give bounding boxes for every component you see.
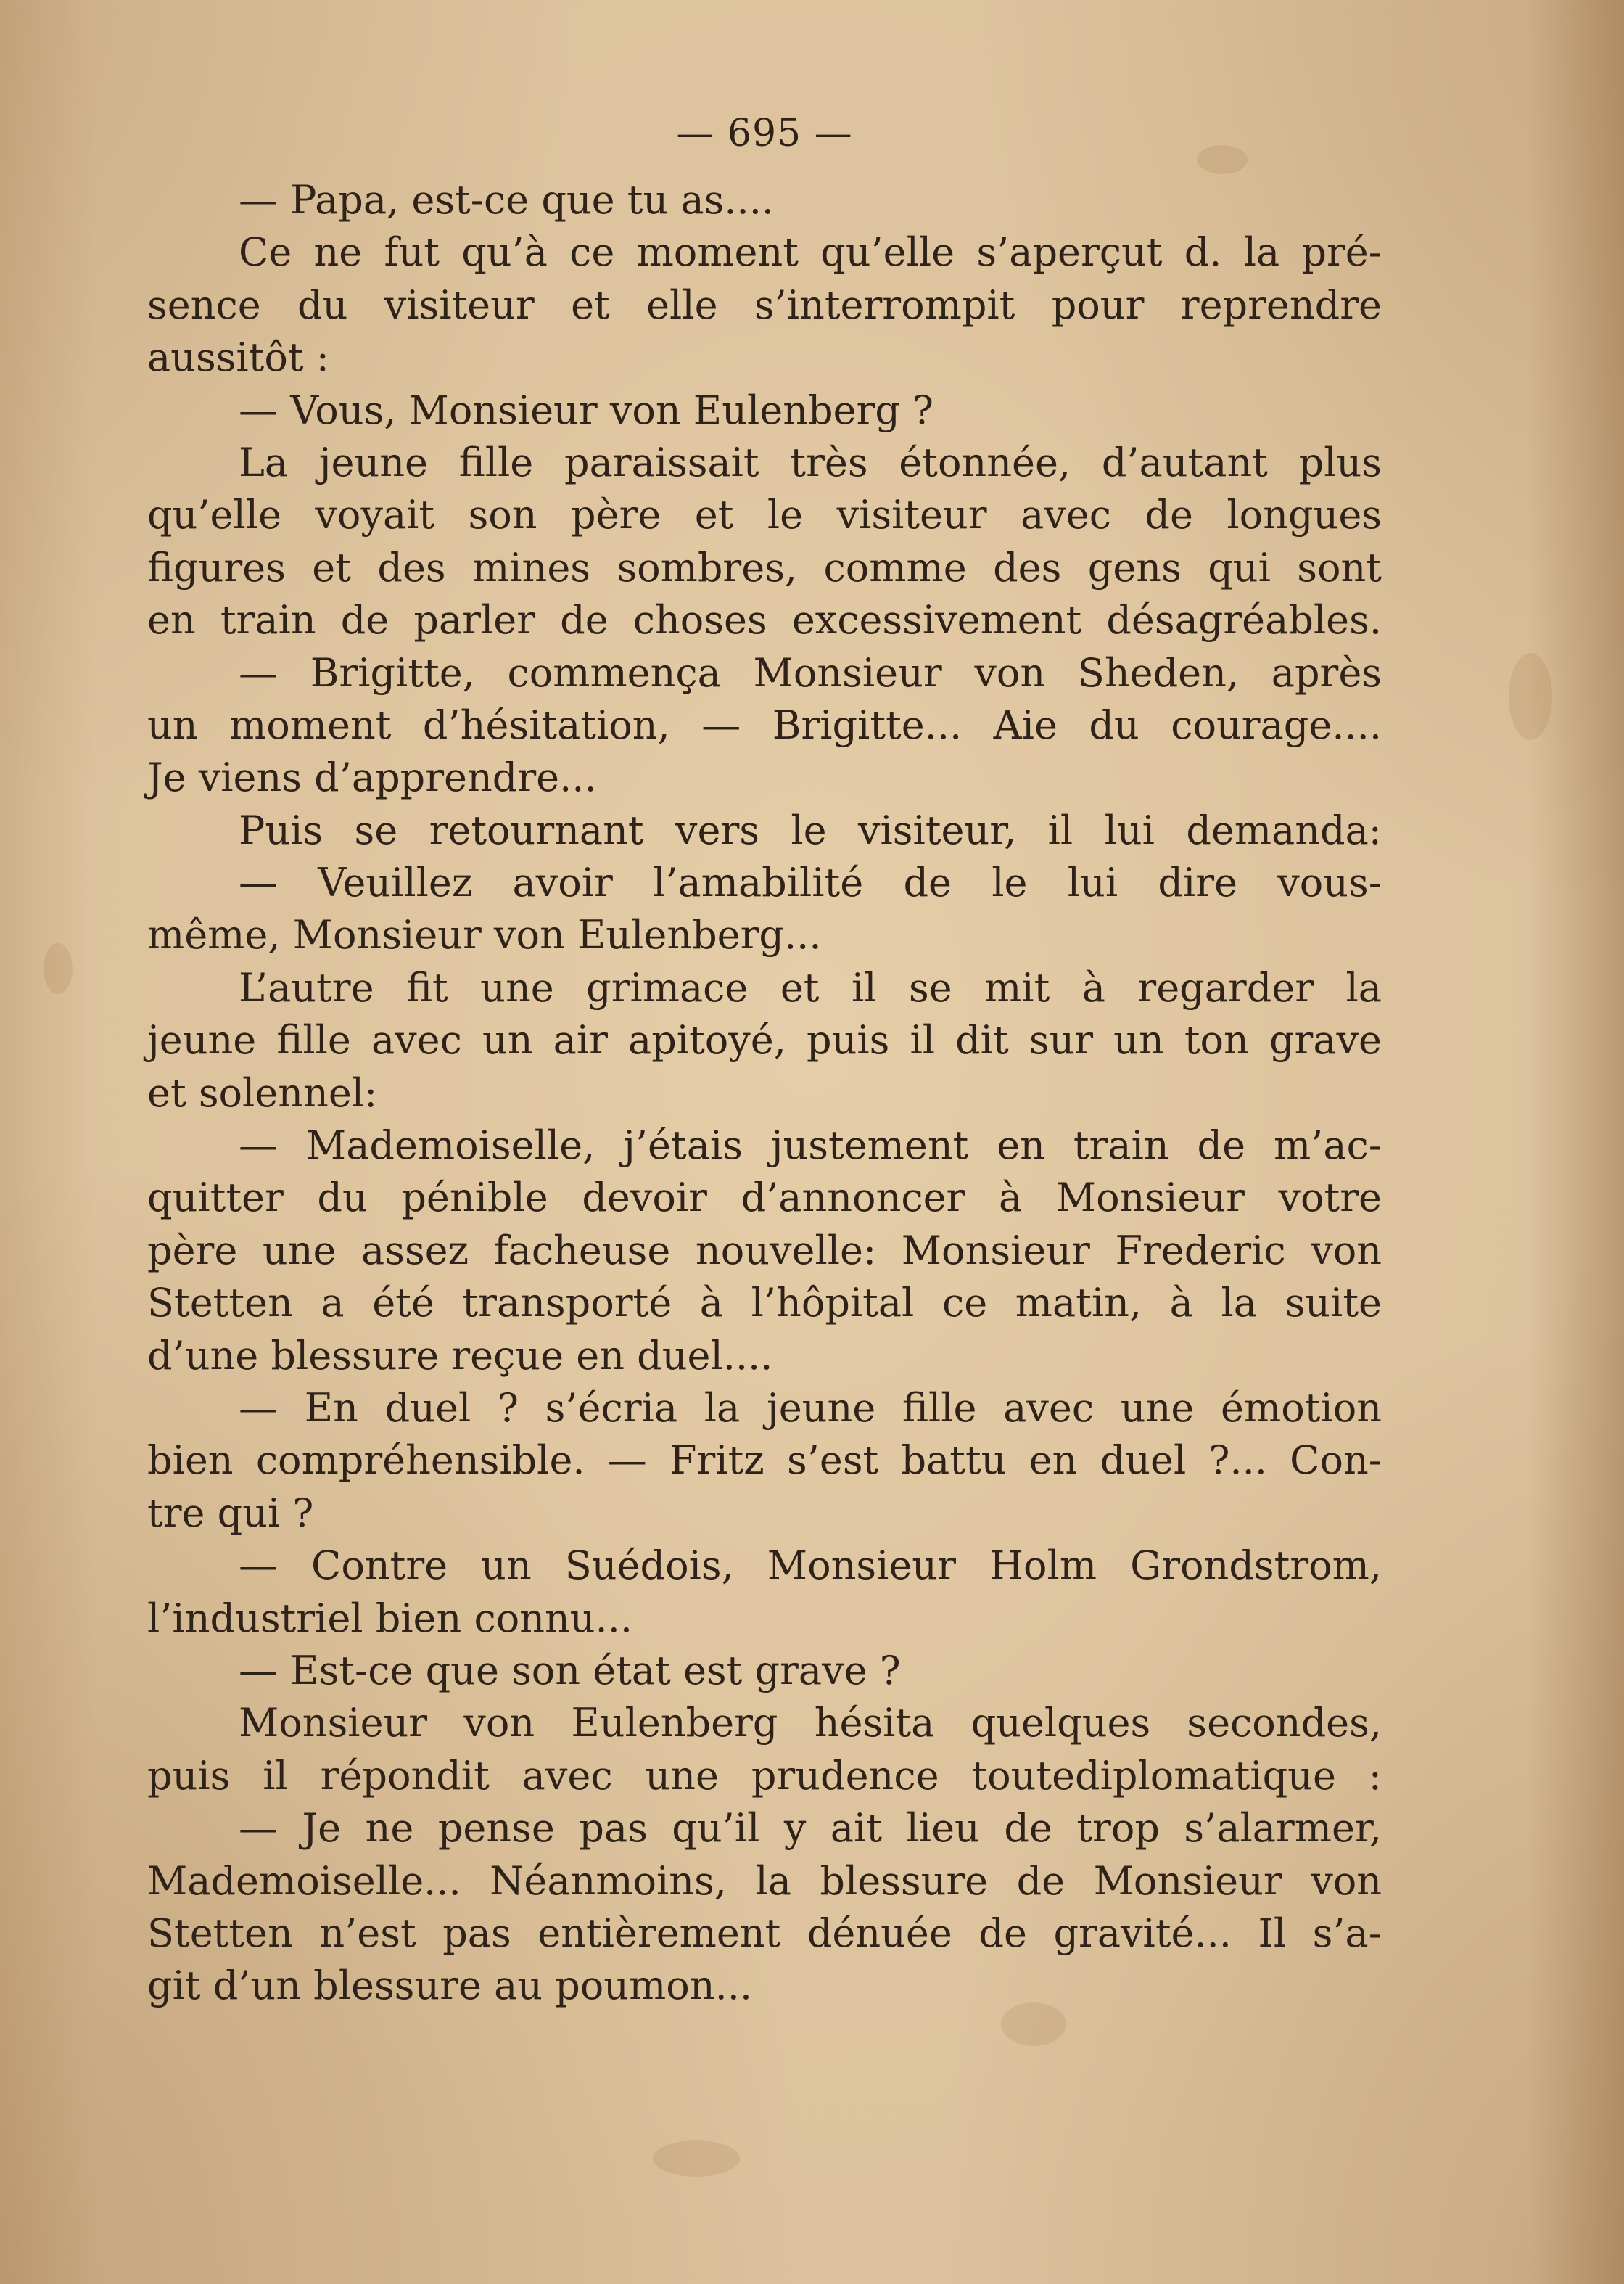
text-line: Monsieur von Eulenberg hésita quelques secondes,: [239, 1700, 1382, 1746]
text-line: — En duel ? s’écria la jeune fille avec une émotion: [239, 1384, 1382, 1431]
text-line: jeune fille avec un air apitoyé, puis il dit sur un ton grave: [147, 1017, 1382, 1064]
text-line: aussitôt :: [147, 334, 329, 381]
text-line: Ce ne fut qu’à ce moment qu’elle s’aperçut d. la pré-: [239, 229, 1382, 276]
text-line: Puis se retournant vers le visiteur, il lui demanda:: [239, 807, 1382, 853]
text-line: — Papa, est-ce que tu as....: [239, 177, 775, 223]
text-line: en train de parler de choses excessivement désagréables.: [147, 597, 1382, 644]
text-line: bien compréhensible. — Fritz s’est battu en duel ?... Con-: [147, 1437, 1382, 1484]
page-number: — 695 —: [676, 112, 853, 155]
text-line: tre qui ?: [147, 1490, 314, 1536]
text-line: — Je ne pense pas qu’il y ait lieu de trop s’alarmer,: [239, 1805, 1382, 1852]
text-line: Je viens d’apprendre...: [147, 755, 597, 801]
text-line: — Mademoiselle, j’étais justement en train de m’ac-: [239, 1122, 1382, 1169]
text-line: — Veuillez avoir l’amabilité de le lui dire vous-: [239, 860, 1382, 906]
text-line: figures et des mines sombres, comme des gens qui sont: [147, 544, 1382, 591]
text-line: — Brigitte, commença Monsieur von Sheden, après: [239, 649, 1382, 696]
paper-stain: [1509, 653, 1552, 740]
text-line: un moment d’hésitation, — Brigitte... Aie du courage....: [147, 702, 1382, 748]
text-line: — Vous, Monsieur von Eulenberg ?: [239, 387, 933, 433]
text-line: — Contre un Suédois, Monsieur Holm Grondstrom,: [239, 1542, 1382, 1589]
text-line: sence du visiteur et elle s’interrompit pour reprendre: [147, 282, 1382, 328]
text-line: qu’elle voyait son père et le visiteur avec de longues: [147, 492, 1382, 538]
body-text: [147, 174, 1382, 2013]
text-line: git d’un blessure au poumon...: [147, 1963, 753, 2009]
text-line: et solennel:: [147, 1069, 378, 1116]
text-line: L’autre fit une grimace et il se mit à regarder la: [239, 964, 1382, 1011]
text-line: Stetten a été transporté à l’hôpital ce matin, à la suite: [147, 1280, 1382, 1326]
text-line: — Est-ce que son état est grave ?: [239, 1647, 901, 1693]
paper-stain: [44, 943, 73, 994]
text-line: même, Monsieur von Eulenberg...: [147, 912, 822, 958]
text-line: père une assez facheuse nouvelle: Monsieur Frederic von: [147, 1227, 1382, 1273]
text-line: d’une blessure reçue en duel....: [147, 1332, 773, 1379]
text-line: La jeune fille paraissait très étonnée, d’autant plus: [239, 439, 1382, 485]
text-line: Mademoiselle... Néanmoins, la blessure de Monsieur von: [147, 1857, 1382, 1904]
text-line: quitter du pénible devoir d’annoncer à Monsieur votre: [147, 1175, 1382, 1221]
text-line: puis il répondit avec une prudence toutediplomatique :: [147, 1752, 1382, 1799]
text-line: l’industriel bien connu...: [147, 1595, 633, 1641]
page-text: [147, 109, 1382, 2013]
paper-stain: [653, 2140, 740, 2177]
text-line: Stetten n’est pas entièrement dénuée de gravité... Il s’a-: [147, 1910, 1382, 1956]
